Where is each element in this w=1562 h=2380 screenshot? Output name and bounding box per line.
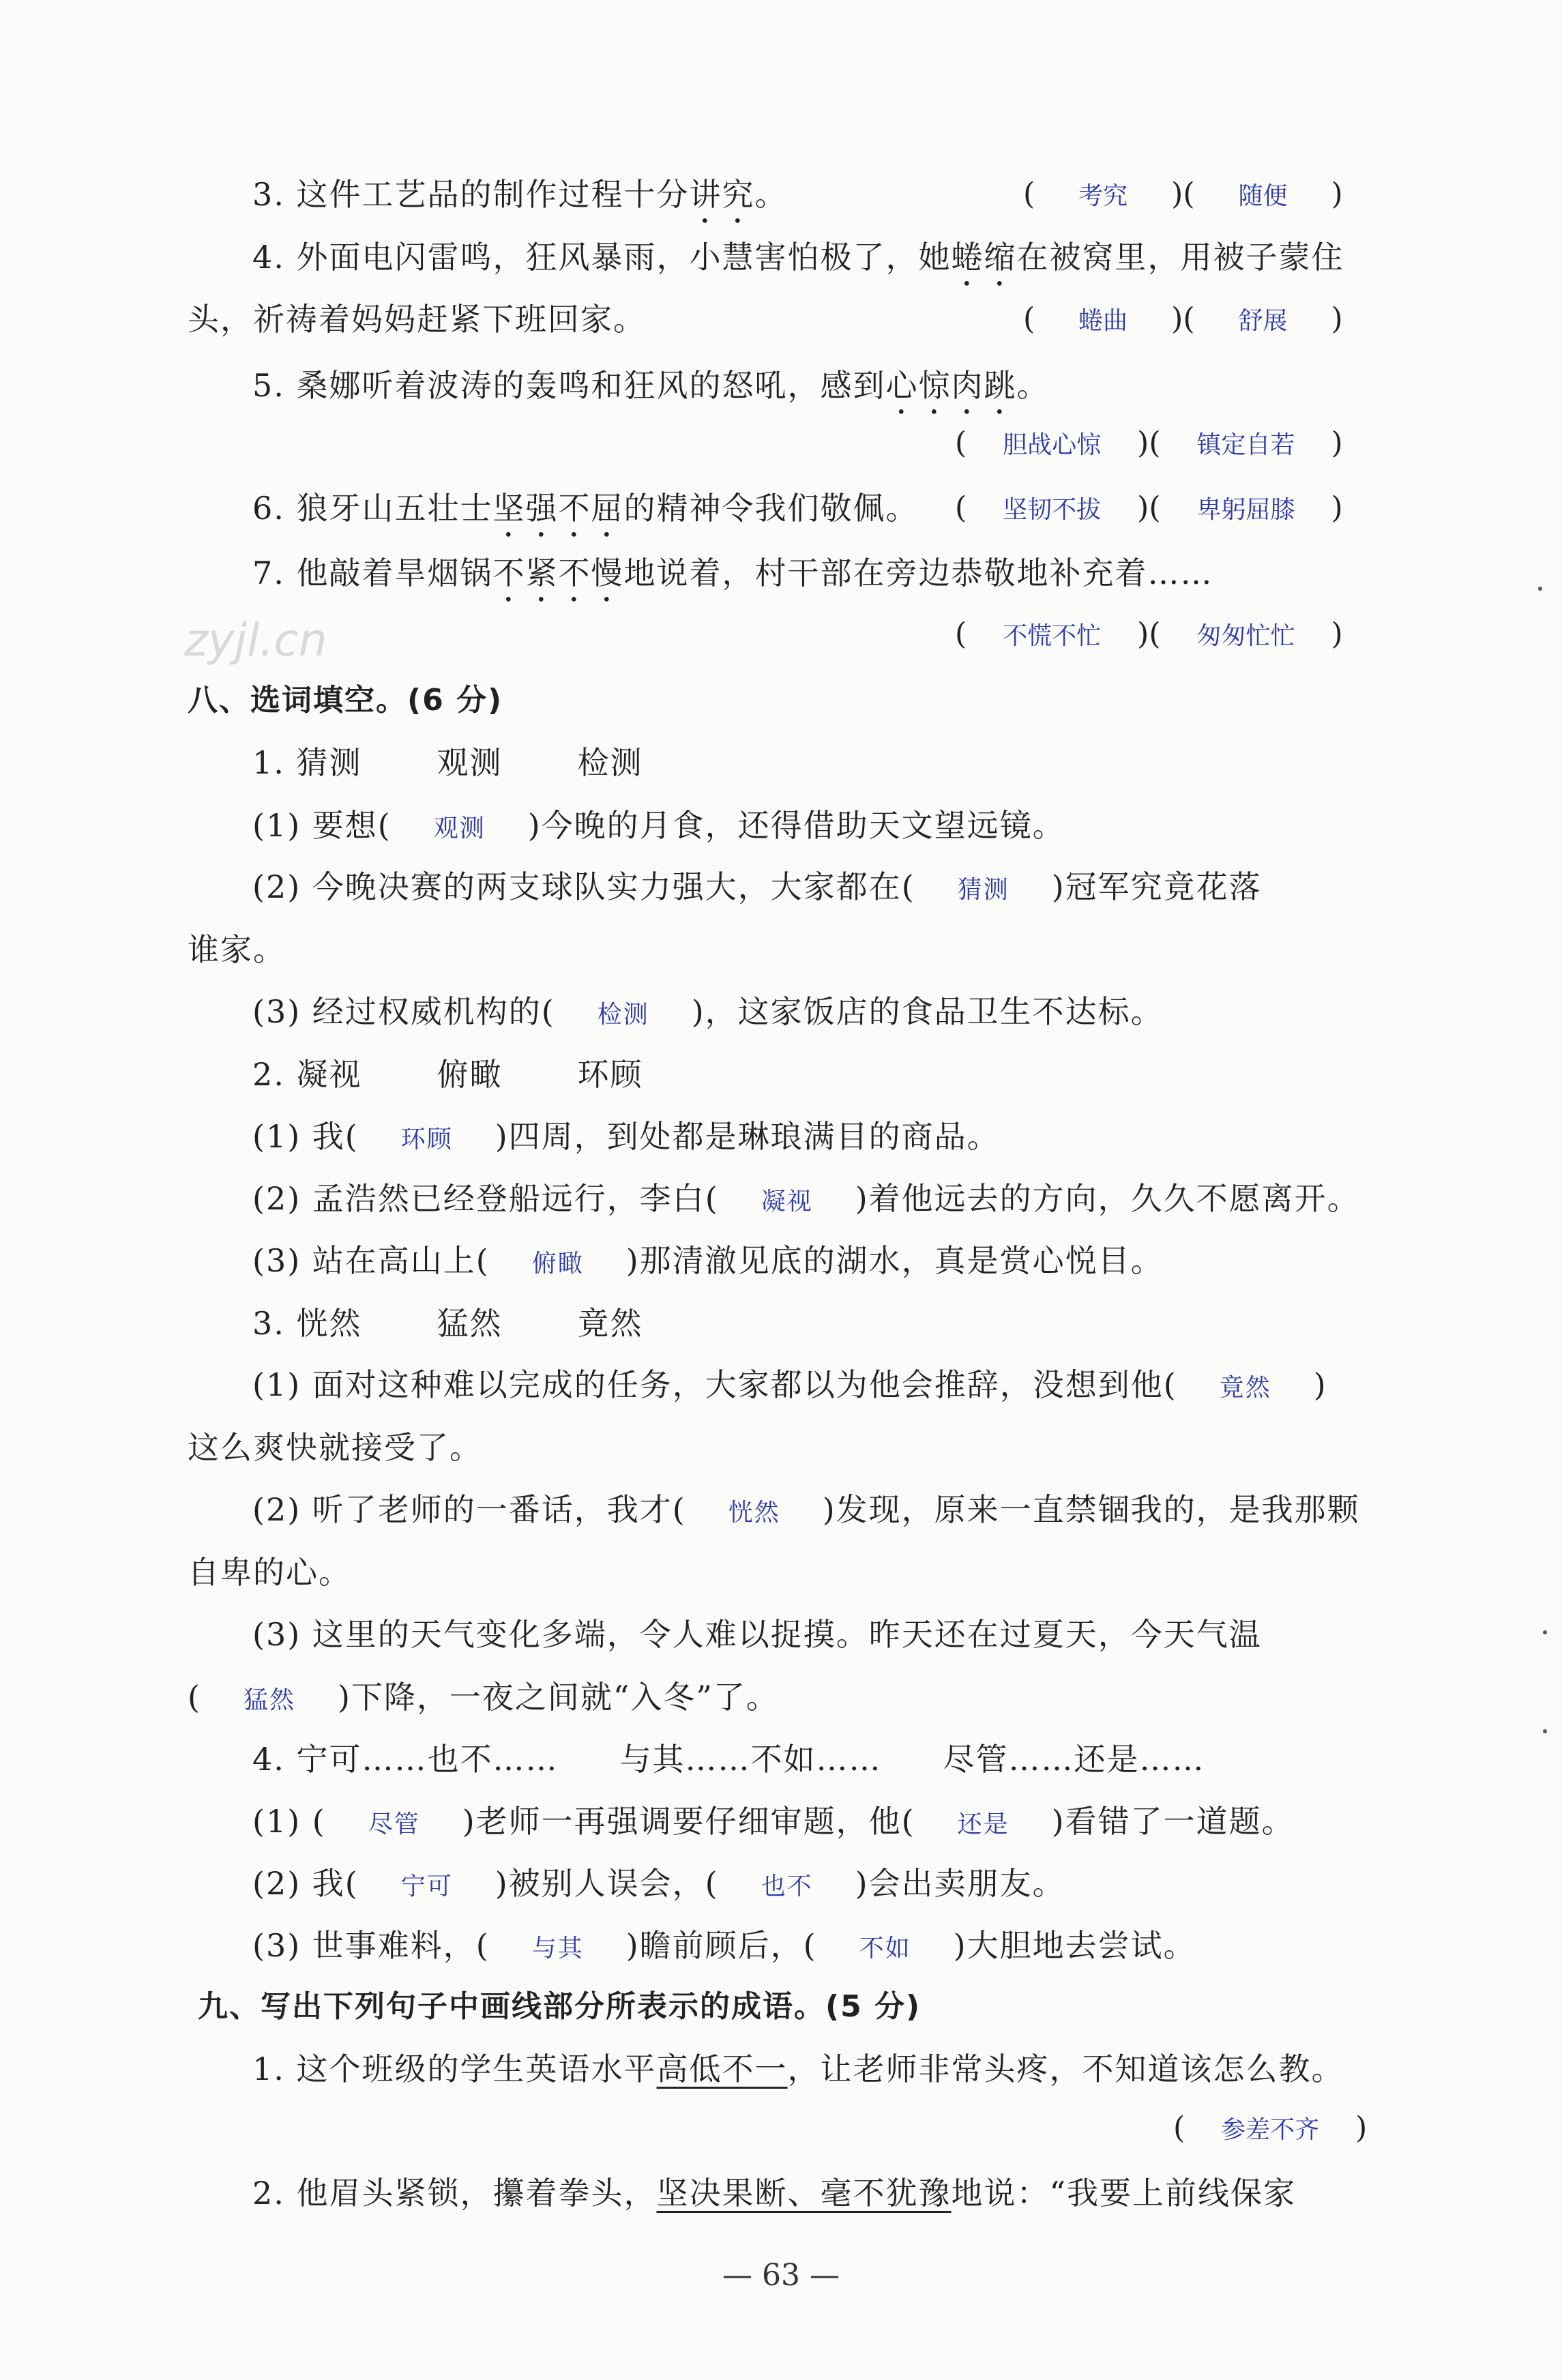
s9-item-1-answer: ( 参差不齐 ) (1173, 2108, 1367, 2151)
word-bank-3: 3. 恍然 猛然 竟然 (252, 1305, 643, 1342)
s9-item-1: 1. 这个班级的学生英语水平高低不一，让老师非常头疼，不知道该怎么教。 (252, 2051, 1344, 2087)
g3-item-2-cont: 自卑的心。 (188, 1554, 351, 1591)
s7-item-7-answers: ( 不慌不忙 )( 匆匆忙忙 ) (955, 614, 1343, 657)
g4-item-1: (1) ( 尽管 )老师一再强调要仔细审题，他( 还是 )看错了一道题。 (252, 1801, 1295, 1845)
answer: 猜测 (957, 876, 1010, 904)
answer: 凝视 (761, 1188, 813, 1216)
word-bank-4: 4. 宁可……也不…… 与其……不如…… 尽管……还是…… (252, 1741, 1205, 1778)
watermark: zyjl.cn (184, 614, 327, 666)
answer: 检测 (597, 1001, 649, 1029)
answer: 舒展 (1238, 307, 1288, 335)
s9-item-2: 2. 他眉头紧锁，攥着拳头，坚决果断、毫不犹豫地说：“我要上前线保家 (252, 2175, 1297, 2212)
s7-item-4-line1: 4. 外面电闪雷鸣，狂风暴雨，小慧害怕极了，她蜷缩在被窝里，用被子蒙住 (252, 239, 1344, 276)
word-bank-2: 2. 凝视 俯瞰 环顾 (252, 1056, 643, 1093)
g3-item-3: (3) 这里的天气变化多端，令人难以捉摸。昨天还在过夏天，今天气温 (252, 1616, 1262, 1653)
page-number: — 63 — (722, 2258, 840, 2293)
answer: 也不 (761, 1872, 813, 1900)
answer: 胆战心惊 (1003, 431, 1102, 459)
answer: 与其 (531, 1935, 584, 1963)
s7-item-5-answers: ( 胆战心惊 )( 镇定自若 ) (955, 423, 1343, 466)
s7-item-4-line2: 头，祈祷着妈妈赶紧下班回家。 (188, 301, 646, 338)
g3-item-2: (2) 听了老师的一番话，我才( 恍然 )发现，原来一直禁锢我的，是我那颗 (252, 1489, 1360, 1533)
word-bank-1: 1. 猜测 观测 检测 (252, 744, 643, 781)
answer: 坚韧不拔 (1003, 496, 1102, 524)
g2-item-1: (1) 我( 环顾 )四周，到处都是琳琅满目的商品。 (252, 1116, 1000, 1160)
g1-item-1: (1) 要想( 观测 )今晚的月食，还得借助天文望远镜。 (252, 805, 1065, 849)
answer: 匆匆忙忙 (1196, 622, 1295, 650)
answer: 竟然 (1219, 1374, 1271, 1402)
s7-item-7: 7. 他敲着旱烟锅不紧不慢地说着，村干部在旁边恭敬地补充着…… (252, 555, 1213, 591)
g2-item-3: (3) 站在高山上( 俯瞰 )那清澈见底的湖水，真是赏心悦目。 (252, 1240, 1164, 1284)
s7-item-3: 3. 这件工艺品的制作过程十分讲究。 (252, 176, 788, 213)
g1-item-2: (2) 今晚决赛的两支球队实力强大，大家都在( 猜测 )冠军究竟花落 (252, 866, 1262, 911)
section8-heading: 八、选词填空。(6 分) (188, 683, 503, 718)
answer: 猛然 (243, 1686, 295, 1714)
answer: 不慌不忙 (1003, 622, 1102, 650)
answer: 宁可 (400, 1872, 453, 1900)
answer: 尽管 (368, 1810, 420, 1838)
answer: 随便 (1238, 182, 1288, 210)
answer: 观测 (433, 814, 486, 842)
g2-item-2: (2) 孟浩然已经登船远行，李白( 凝视 )着他远去的方向，久久不愿离开。 (252, 1178, 1360, 1222)
s7-item-6: 6. 狼牙山五壮士坚强不屈的精神令我们敬佩。 (252, 490, 919, 527)
s7-item-5: 5. 桑娜听着波涛的轰鸣和狂风的怒吼，感到心惊肉跳。 (252, 367, 1050, 404)
answer: 考究 (1078, 182, 1128, 210)
answer: 还是 (957, 1810, 1010, 1838)
section9-heading: 九、写出下列句子中画线部分所表示的成语。(5 分) (198, 1989, 922, 2024)
g1-item-3: (3) 经过权威机构的( 检测 )，这家饭店的食品卫生不达标。 (252, 991, 1164, 1035)
g1-item-2-cont: 谁家。 (188, 931, 286, 968)
answer: 卑躬屈膝 (1196, 496, 1295, 524)
answer: 参差不齐 (1221, 2116, 1320, 2144)
scan-mark (1538, 587, 1542, 591)
scan-mark (1543, 1630, 1547, 1634)
answer: 不如 (859, 1935, 911, 1963)
answer: 恍然 (728, 1499, 780, 1527)
g3-item-1-cont: 这么爽快就接受了。 (188, 1429, 482, 1466)
g3-item-3-cont: ( 猛然 )下降，一夜之间就“入冬”了。 (188, 1677, 779, 1721)
answer: 蜷曲 (1078, 307, 1128, 335)
s7-item-6-answers: ( 坚韧不拔 )( 卑躬屈膝 ) (955, 488, 1343, 531)
s7-item-3-answers: ( 考究 )( 随便 ) (1023, 174, 1343, 217)
answer: 环顾 (400, 1126, 453, 1154)
s7-item-4-answers: ( 蜷曲 )( 舒展 ) (1023, 299, 1343, 342)
answer: 俯瞰 (531, 1250, 584, 1278)
g4-item-2: (2) 我( 宁可 )被别人误会，( 也不 )会出卖朋友。 (252, 1863, 1065, 1907)
scan-mark (1543, 1729, 1547, 1733)
g3-item-1: (1) 面对这种难以完成的任务，大家都以为他会推辞，没想到他( 竟然 ) (252, 1364, 1327, 1409)
g4-item-3: (3) 世事难料，( 与其 )瞻前顾后，( 不如 )大胆地去尝试。 (252, 1925, 1196, 1969)
answer: 镇定自若 (1196, 431, 1295, 459)
